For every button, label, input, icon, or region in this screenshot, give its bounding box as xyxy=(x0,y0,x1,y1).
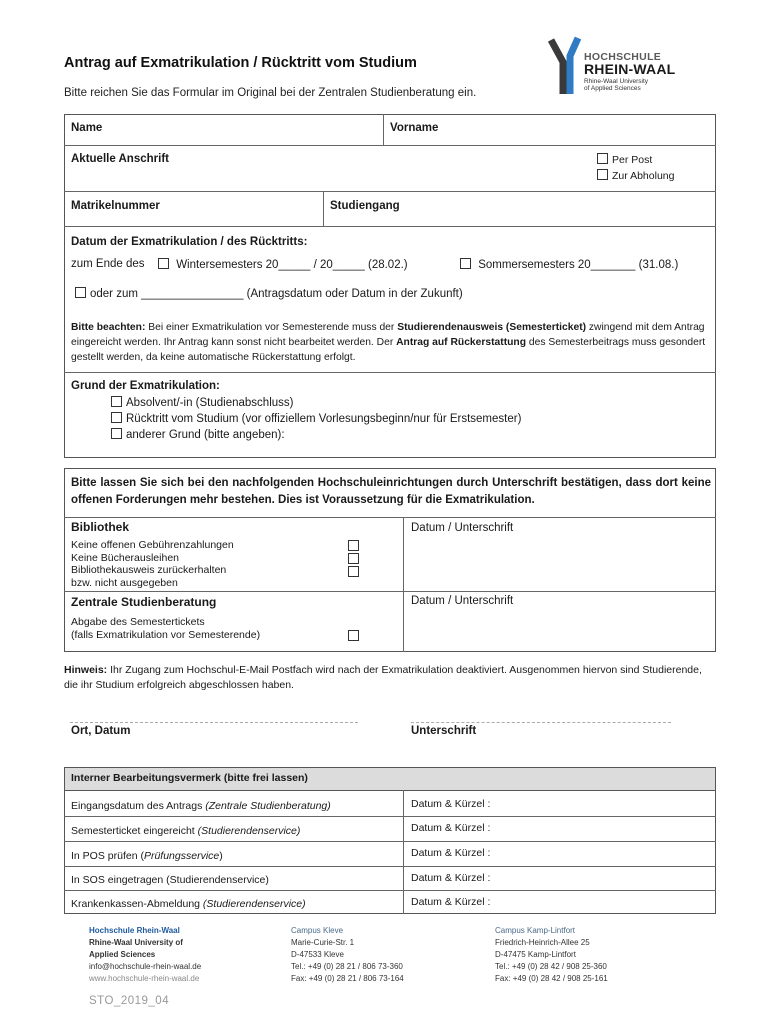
internal-row xyxy=(71,825,300,837)
footer-line: Hochschule Rhein-Waal xyxy=(89,926,180,935)
divider xyxy=(64,866,716,867)
internal-row-field[interactable]: Datum & Kürzel : xyxy=(411,822,491,834)
checkbox[interactable] xyxy=(75,287,86,298)
row-dept: (Studierendenservice) xyxy=(202,898,306,910)
notice-bold: Antrag auf Rückerstattung xyxy=(396,337,526,348)
option-label: Zur Abholung xyxy=(612,170,675,182)
library-items xyxy=(71,539,234,589)
logo-line3: Rhine-Waal University xyxy=(584,78,649,85)
footer-line: D-47533 Kleve xyxy=(291,950,344,959)
place-date-label: Ort, Datum xyxy=(71,725,131,737)
library-checkboxes xyxy=(348,540,363,579)
notice-part: des Semesterbeitrags muss gesondert gestellt werden, da keine automatische Rückerstattung erfolgt. xyxy=(71,337,706,363)
checkbox[interactable] xyxy=(348,553,359,564)
divider xyxy=(403,790,404,914)
hint-text xyxy=(64,663,714,693)
row-task: Krankenkassen-Abmeldung xyxy=(71,898,203,910)
reason-graduate[interactable] xyxy=(111,396,293,409)
checkbox[interactable] xyxy=(158,258,169,269)
advice-item xyxy=(71,616,260,642)
footer-campus-kamp-lintfort xyxy=(495,925,608,985)
option-other-date[interactable] xyxy=(75,287,463,300)
advice-line: (falls Exmatrikulation vor Semesterende) xyxy=(71,629,261,641)
notice-part: Bei einer Exmatrikulation vor Semesterende muss der xyxy=(145,322,398,333)
option-winter[interactable] xyxy=(158,258,408,271)
row-dept: Prüfungsservice xyxy=(143,850,220,862)
advice-checkbox-wrap xyxy=(348,630,363,643)
internal-row xyxy=(71,800,331,812)
row-task: In SOS eingetragen (Studierendenservice) xyxy=(71,874,269,886)
divider xyxy=(64,591,716,592)
option-label: oder zum ________________ (Antragsdatum oder Datum in der Zukunft) xyxy=(90,288,463,300)
option-summer[interactable] xyxy=(460,258,678,271)
option-label: Absolvent/-in (Studienabschluss) xyxy=(126,397,294,409)
library-item: Keine Bücherausleihen xyxy=(71,551,179,564)
divider xyxy=(64,145,716,146)
footer-line: Applied Sciences xyxy=(89,950,156,959)
footer-line: Campus Kleve xyxy=(291,926,344,935)
confirmation-intro: Bitte lassen Sie sich bei den nachfolgenden Hochschuleinrichtungen durch Unterschrift bestätigen, dass dort keine offenen Forderungen mehr bestehen. Dies ist Voraussetzung für die Exmatrikulation. xyxy=(71,477,711,506)
date-heading: Datum der Exmatrikulation / des Rücktritts: xyxy=(71,236,308,248)
row-task: In POS prüfen ( xyxy=(71,850,144,862)
page-subtitle: Bitte reichen Sie das Formular im Original bei der Zentralen Studienberatung ein. xyxy=(64,87,477,99)
reason-heading: Grund der Exmatrikulation: xyxy=(71,380,220,392)
signature-label: Unterschrift xyxy=(411,725,477,737)
advice-sign-field[interactable]: Datum / Unterschrift xyxy=(411,595,514,607)
footer-line: D-47475 Kamp-Lintfort xyxy=(495,950,576,959)
footer-line: Friedrich-Heinrich-Allee 25 xyxy=(495,938,590,947)
option-label: Sommersemesters 20_______ (31.08.) xyxy=(478,259,679,271)
internal-row-field[interactable]: Datum & Kürzel : xyxy=(411,798,491,810)
divider xyxy=(403,517,404,652)
internal-row xyxy=(71,874,269,886)
library-item: Bibliothekausweis zurückerhalten xyxy=(71,564,227,576)
advice-line: Abgabe des Semestertickets xyxy=(71,616,205,628)
logo-line1: HOCHSCHULE xyxy=(584,51,662,63)
footer-line: Campus Kamp-Lintfort xyxy=(495,926,576,935)
footer-line: Fax: +49 (0) 28 21 / 806 73-164 xyxy=(291,974,404,983)
notice-label: Bitte beachten: xyxy=(71,322,146,333)
option-label: Wintersemesters 20_____ / 20_____ (28.02.) xyxy=(176,259,408,271)
row-dept: (Studierendenservice) xyxy=(197,825,301,837)
notice-text xyxy=(71,320,711,365)
internal-heading: Interner Bearbeitungsvermerk (bitte frei lassen) xyxy=(71,772,308,784)
divider xyxy=(64,890,716,891)
footer-line: Marie-Curie-Str. 1 xyxy=(291,938,355,947)
logo-line2: RHEIN-WAAL xyxy=(584,61,676,77)
option-label: Per Post xyxy=(612,154,653,166)
internal-row-field[interactable]: Datum & Kürzel : xyxy=(411,872,491,884)
footer-university xyxy=(89,925,201,985)
university-logo xyxy=(548,36,688,98)
signature-line[interactable] xyxy=(411,722,671,723)
internal-row-field[interactable]: Datum & Kürzel : xyxy=(411,896,491,908)
advice-heading: Zentrale Studienberatung xyxy=(71,595,217,609)
reason-withdrawal[interactable] xyxy=(111,412,521,425)
divider xyxy=(323,191,324,226)
logo-y-icon xyxy=(548,36,584,98)
matrikel-field[interactable]: Matrikelnummer xyxy=(71,200,160,212)
address-field[interactable]: Aktuelle Anschrift xyxy=(71,153,169,165)
footer-web-link[interactable]: www.hochschule-rhein-waal.de xyxy=(89,974,200,983)
divider xyxy=(64,191,716,192)
row-task: Semesterticket eingereicht xyxy=(71,825,198,837)
footer-campus-kleve xyxy=(291,925,404,985)
delivery-per-post[interactable] xyxy=(597,153,652,166)
divider xyxy=(64,816,716,817)
divider xyxy=(383,114,384,145)
internal-row xyxy=(71,898,306,910)
divider xyxy=(64,372,716,373)
logo-line4: of Applied Sciences xyxy=(584,85,641,92)
checkbox[interactable] xyxy=(348,540,359,551)
footer-email-link[interactable]: info@hochschule-rhein-waal.de xyxy=(89,962,202,971)
checkbox[interactable] xyxy=(111,396,122,407)
checkbox[interactable] xyxy=(111,412,122,423)
row-tail: ) xyxy=(219,850,223,862)
internal-row-field[interactable]: Datum & Kürzel : xyxy=(411,847,491,859)
footer-line: Tel.: +49 (0) 28 21 / 806 73-360 xyxy=(291,962,403,971)
hint-body: Ihr Zugang zum Hochschul-E-Mail Postfach wird nach der Exmatrikulation deaktiviert. Ausgenommen hiervon sind Studierende, die ihr Studium erfolgreich abgeschlossen haben. xyxy=(64,664,702,691)
vorname-field[interactable]: Vorname xyxy=(390,122,439,134)
library-heading: Bibliothek xyxy=(71,520,130,534)
reason-other[interactable] xyxy=(111,428,285,441)
checkbox[interactable] xyxy=(597,153,608,164)
page-title: Antrag auf Exmatrikulation / Rücktritt vom Studium xyxy=(64,55,417,71)
library-item: Keine offenen Gebührenzahlungen xyxy=(71,539,234,551)
internal-row xyxy=(71,850,223,862)
date-end-prefix: zum Ende des xyxy=(71,258,145,270)
notice-part: zwingend mit dem Antrag eingereicht werden. Ihr Antrag kann sonst nicht bearbeitet werden. Der xyxy=(71,322,705,348)
checkbox[interactable] xyxy=(597,169,608,180)
option-label: Rücktritt vom Studium (vor offiziellem Vorlesungsbeginn/nur für Erstsemester) xyxy=(126,413,522,425)
studiengang-field[interactable]: Studiengang xyxy=(330,200,400,212)
row-dept: (Zentrale Studienberatung) xyxy=(205,800,331,812)
option-label: anderer Grund (bitte angeben): xyxy=(126,429,285,441)
checkbox[interactable] xyxy=(111,428,122,439)
footer-line: Fax: +49 (0) 28 42 / 908 25-161 xyxy=(495,974,608,983)
notice-bold: Studierendenausweis (Semesterticket) xyxy=(397,322,587,333)
divider xyxy=(64,841,716,842)
place-date-line[interactable] xyxy=(70,722,358,723)
divider xyxy=(64,226,716,227)
delivery-pickup[interactable] xyxy=(597,169,674,182)
hint-label: Hinweis: xyxy=(64,664,108,676)
checkbox[interactable] xyxy=(348,630,359,641)
name-field[interactable]: Name xyxy=(71,122,103,134)
row-task: Eingangsdatum des Antrags xyxy=(71,800,206,812)
library-sign-field[interactable]: Datum / Unterschrift xyxy=(411,522,514,534)
footer-line: Tel.: +49 (0) 28 42 / 908 25-360 xyxy=(495,962,607,971)
checkbox[interactable] xyxy=(460,258,471,269)
footer-line: Rhine-Waal University of xyxy=(89,938,183,947)
logo-tagline xyxy=(584,78,684,92)
checkbox[interactable] xyxy=(348,566,359,577)
form-code: STO_2019_04 xyxy=(89,995,170,1007)
library-note: bzw. nicht ausgegeben xyxy=(71,576,178,589)
divider xyxy=(64,517,716,518)
